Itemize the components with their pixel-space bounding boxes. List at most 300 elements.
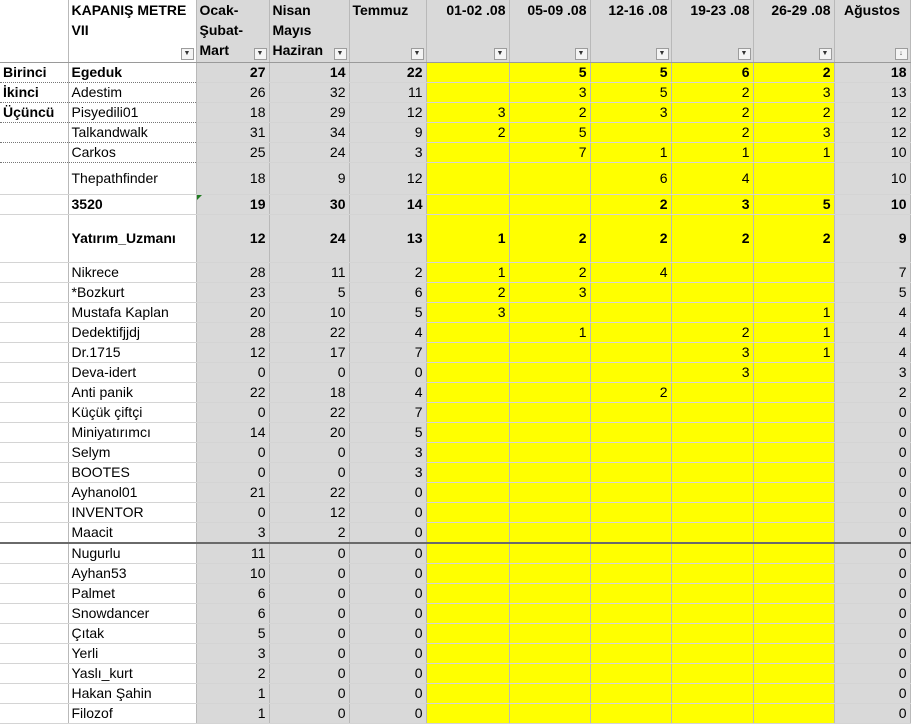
value-cell-col-6[interactable]: 1 [590, 143, 671, 163]
value-cell-col-5[interactable] [509, 343, 590, 363]
value-cell-col-9[interactable]: 13 [834, 83, 910, 103]
value-cell-col-2[interactable]: 0 [269, 564, 349, 584]
value-cell-col-4[interactable] [426, 624, 509, 644]
value-cell-col-4[interactable] [426, 443, 509, 463]
value-cell-col-4[interactable] [426, 363, 509, 383]
value-cell-col-3[interactable]: 12 [349, 103, 426, 123]
player-name-cell[interactable]: Çıtak [68, 624, 196, 644]
value-cell-col-5[interactable]: 2 [509, 103, 590, 123]
value-cell-col-5[interactable] [509, 704, 590, 724]
value-cell-col-3[interactable]: 0 [349, 543, 426, 564]
header-blank-cell[interactable] [0, 0, 68, 63]
value-cell-col-3[interactable]: 22 [349, 63, 426, 83]
value-cell-col-6[interactable] [590, 543, 671, 564]
player-name-cell[interactable]: Deva-idert [68, 363, 196, 383]
rank-cell[interactable]: İkinci [0, 83, 68, 103]
value-cell-col-3[interactable]: 7 [349, 343, 426, 363]
value-cell-col-9[interactable]: 4 [834, 343, 910, 363]
value-cell-col-7[interactable]: 2 [671, 83, 753, 103]
rank-cell[interactable] [0, 123, 68, 143]
value-cell-col-6[interactable] [590, 403, 671, 423]
value-cell-col-1[interactable]: 0 [196, 463, 269, 483]
filter-dropdown-icon[interactable]: ▼ [656, 48, 669, 60]
value-cell-col-9[interactable]: 0 [834, 423, 910, 443]
value-cell-col-2[interactable]: 9 [269, 163, 349, 195]
value-cell-col-3[interactable]: 0 [349, 564, 426, 584]
value-cell-col-4[interactable] [426, 704, 509, 724]
rank-cell[interactable] [0, 664, 68, 684]
value-cell-col-7[interactable] [671, 704, 753, 724]
value-cell-col-5[interactable] [509, 664, 590, 684]
value-cell-col-1[interactable]: 22 [196, 383, 269, 403]
value-cell-col-8[interactable] [753, 584, 834, 604]
value-cell-col-8[interactable]: 5 [753, 195, 834, 215]
value-cell-col-8[interactable]: 1 [753, 143, 834, 163]
value-cell-col-1[interactable]: 12 [196, 215, 269, 263]
value-cell-col-1[interactable]: 26 [196, 83, 269, 103]
player-name-cell[interactable]: Yaslı_kurt [68, 664, 196, 684]
rank-cell[interactable] [0, 543, 68, 564]
value-cell-col-1[interactable]: 25 [196, 143, 269, 163]
value-cell-col-9[interactable]: 0 [834, 503, 910, 523]
value-cell-col-8[interactable]: 2 [753, 103, 834, 123]
value-cell-col-4[interactable] [426, 503, 509, 523]
value-cell-col-3[interactable]: 0 [349, 644, 426, 664]
value-cell-col-6[interactable] [590, 664, 671, 684]
value-cell-col-1[interactable]: 21 [196, 483, 269, 503]
value-cell-col-7[interactable] [671, 684, 753, 704]
value-cell-col-8[interactable] [753, 664, 834, 684]
value-cell-col-4[interactable] [426, 584, 509, 604]
value-cell-col-8[interactable] [753, 564, 834, 584]
value-cell-col-3[interactable]: 0 [349, 664, 426, 684]
rank-cell[interactable]: Üçüncü [0, 103, 68, 123]
value-cell-col-9[interactable]: 0 [834, 463, 910, 483]
value-cell-col-3[interactable]: 6 [349, 283, 426, 303]
value-cell-col-7[interactable] [671, 584, 753, 604]
value-cell-col-9[interactable]: 0 [834, 624, 910, 644]
value-cell-col-1[interactable]: 28 [196, 263, 269, 283]
player-name-cell[interactable]: INVENTOR [68, 503, 196, 523]
value-cell-col-9[interactable]: 3 [834, 363, 910, 383]
value-cell-col-8[interactable] [753, 624, 834, 644]
value-cell-col-7[interactable] [671, 283, 753, 303]
rank-cell[interactable] [0, 163, 68, 195]
rank-cell[interactable] [0, 704, 68, 724]
rank-cell[interactable] [0, 343, 68, 363]
value-cell-col-1[interactable]: 28 [196, 323, 269, 343]
value-cell-col-1[interactable]: 2 [196, 664, 269, 684]
value-cell-col-9[interactable]: 10 [834, 163, 910, 195]
value-cell-col-6[interactable]: 2 [590, 195, 671, 215]
value-cell-col-1[interactable]: 10 [196, 564, 269, 584]
value-cell-col-7[interactable] [671, 624, 753, 644]
value-cell-col-3[interactable]: 0 [349, 604, 426, 624]
header-col-4[interactable] [426, 0, 509, 63]
value-cell-col-2[interactable]: 5 [269, 283, 349, 303]
value-cell-col-3[interactable]: 11 [349, 83, 426, 103]
value-cell-col-7[interactable] [671, 383, 753, 403]
value-cell-col-9[interactable]: 0 [834, 704, 910, 724]
value-cell-col-8[interactable] [753, 263, 834, 283]
player-name-cell[interactable]: Thepathfinder [68, 163, 196, 195]
value-cell-col-9[interactable]: 18 [834, 63, 910, 83]
value-cell-col-1[interactable]: 0 [196, 403, 269, 423]
value-cell-col-9[interactable]: 0 [834, 664, 910, 684]
value-cell-col-4[interactable]: 2 [426, 283, 509, 303]
value-cell-col-3[interactable]: 0 [349, 624, 426, 644]
value-cell-col-8[interactable] [753, 443, 834, 463]
value-cell-col-7[interactable] [671, 443, 753, 463]
player-name-cell[interactable]: Filozof [68, 704, 196, 724]
value-cell-col-5[interactable]: 5 [509, 123, 590, 143]
value-cell-col-6[interactable] [590, 123, 671, 143]
value-cell-col-7[interactable] [671, 644, 753, 664]
value-cell-col-6[interactable] [590, 684, 671, 704]
value-cell-col-3[interactable]: 2 [349, 263, 426, 283]
value-cell-col-5[interactable] [509, 624, 590, 644]
value-cell-col-6[interactable]: 5 [590, 63, 671, 83]
value-cell-col-4[interactable] [426, 383, 509, 403]
value-cell-col-2[interactable]: 0 [269, 543, 349, 564]
player-name-cell[interactable]: Nugurlu [68, 543, 196, 564]
value-cell-col-5[interactable] [509, 584, 590, 604]
value-cell-col-6[interactable] [590, 564, 671, 584]
value-cell-col-7[interactable]: 2 [671, 123, 753, 143]
rank-cell[interactable] [0, 363, 68, 383]
value-cell-col-3[interactable]: 0 [349, 483, 426, 503]
filter-dropdown-icon[interactable]: ▼ [254, 48, 267, 60]
player-name-cell[interactable]: Anti panik [68, 383, 196, 403]
filter-dropdown-icon[interactable]: ▼ [181, 48, 194, 60]
value-cell-col-5[interactable] [509, 403, 590, 423]
value-cell-col-4[interactable] [426, 463, 509, 483]
value-cell-col-3[interactable]: 0 [349, 684, 426, 704]
rank-cell[interactable] [0, 383, 68, 403]
value-cell-col-8[interactable] [753, 704, 834, 724]
value-cell-col-5[interactable] [509, 684, 590, 704]
player-name-cell[interactable]: Selym [68, 443, 196, 463]
value-cell-col-6[interactable] [590, 443, 671, 463]
rank-cell[interactable] [0, 303, 68, 323]
rank-cell[interactable] [0, 624, 68, 644]
value-cell-col-7[interactable] [671, 463, 753, 483]
value-cell-col-2[interactable]: 11 [269, 263, 349, 283]
filter-dropdown-icon[interactable]: ▼ [494, 48, 507, 60]
value-cell-col-5[interactable]: 3 [509, 83, 590, 103]
value-cell-col-7[interactable] [671, 564, 753, 584]
value-cell-col-3[interactable]: 12 [349, 163, 426, 195]
value-cell-col-4[interactable] [426, 604, 509, 624]
value-cell-col-2[interactable]: 24 [269, 215, 349, 263]
value-cell-col-5[interactable] [509, 383, 590, 403]
value-cell-col-6[interactable] [590, 423, 671, 443]
value-cell-col-8[interactable]: 3 [753, 123, 834, 143]
value-cell-col-4[interactable] [426, 543, 509, 564]
value-cell-col-1[interactable]: 14 [196, 423, 269, 443]
value-cell-col-7[interactable] [671, 664, 753, 684]
value-cell-col-7[interactable] [671, 263, 753, 283]
value-cell-col-3[interactable]: 0 [349, 704, 426, 724]
filter-dropdown-icon[interactable]: ▼ [819, 48, 832, 60]
player-name-cell[interactable]: Nikrece [68, 263, 196, 283]
value-cell-col-3[interactable]: 0 [349, 523, 426, 544]
value-cell-col-1[interactable]: 18 [196, 103, 269, 123]
value-cell-col-3[interactable]: 0 [349, 584, 426, 604]
value-cell-col-4[interactable] [426, 143, 509, 163]
value-cell-col-5[interactable] [509, 543, 590, 564]
value-cell-col-6[interactable] [590, 463, 671, 483]
value-cell-col-2[interactable]: 0 [269, 664, 349, 684]
value-cell-col-3[interactable]: 3 [349, 143, 426, 163]
value-cell-col-9[interactable]: 4 [834, 303, 910, 323]
player-name-cell[interactable]: BOOTES [68, 463, 196, 483]
value-cell-col-2[interactable]: 12 [269, 503, 349, 523]
value-cell-col-6[interactable] [590, 363, 671, 383]
player-name-cell[interactable]: Dedektifjjdj [68, 323, 196, 343]
value-cell-col-2[interactable]: 2 [269, 523, 349, 544]
value-cell-col-4[interactable] [426, 83, 509, 103]
value-cell-col-1[interactable]: 12 [196, 343, 269, 363]
value-cell-col-5[interactable]: 3 [509, 283, 590, 303]
rank-cell[interactable] [0, 403, 68, 423]
player-name-cell[interactable]: Maacit [68, 523, 196, 544]
sort-dropdown-icon[interactable]: ↓ [895, 48, 908, 60]
player-name-cell[interactable]: Küçük çiftçi [68, 403, 196, 423]
value-cell-col-4[interactable] [426, 483, 509, 503]
value-cell-col-7[interactable]: 2 [671, 103, 753, 123]
rank-cell[interactable] [0, 483, 68, 503]
value-cell-col-3[interactable]: 5 [349, 423, 426, 443]
player-name-cell[interactable]: Hakan Şahin [68, 684, 196, 704]
value-cell-col-6[interactable] [590, 303, 671, 323]
value-cell-col-8[interactable] [753, 283, 834, 303]
value-cell-col-6[interactable] [590, 644, 671, 664]
rank-cell[interactable] [0, 423, 68, 443]
value-cell-col-8[interactable]: 3 [753, 83, 834, 103]
value-cell-col-4[interactable] [426, 195, 509, 215]
player-name-cell[interactable]: Dr.1715 [68, 343, 196, 363]
value-cell-col-2[interactable]: 10 [269, 303, 349, 323]
value-cell-col-2[interactable]: 18 [269, 383, 349, 403]
value-cell-col-4[interactable]: 3 [426, 303, 509, 323]
value-cell-col-4[interactable] [426, 644, 509, 664]
player-name-cell[interactable]: 3520 [68, 195, 196, 215]
value-cell-col-1[interactable]: 27 [196, 63, 269, 83]
value-cell-col-5[interactable] [509, 363, 590, 383]
player-name-cell[interactable]: Yerli [68, 644, 196, 664]
value-cell-col-8[interactable]: 1 [753, 303, 834, 323]
header-col-1[interactable] [196, 0, 269, 63]
value-cell-col-8[interactable] [753, 383, 834, 403]
value-cell-col-5[interactable] [509, 483, 590, 503]
value-cell-col-2[interactable]: 0 [269, 604, 349, 624]
value-cell-col-6[interactable] [590, 624, 671, 644]
value-cell-col-6[interactable]: 5 [590, 83, 671, 103]
value-cell-col-8[interactable] [753, 644, 834, 664]
value-cell-col-5[interactable] [509, 423, 590, 443]
value-cell-col-4[interactable] [426, 163, 509, 195]
player-name-cell[interactable]: Egeduk [68, 63, 196, 83]
filter-dropdown-icon[interactable]: ▼ [411, 48, 424, 60]
value-cell-col-6[interactable] [590, 523, 671, 544]
value-cell-col-1[interactable]: 5 [196, 624, 269, 644]
value-cell-col-6[interactable]: 2 [590, 383, 671, 403]
value-cell-col-6[interactable] [590, 483, 671, 503]
value-cell-col-4[interactable] [426, 403, 509, 423]
value-cell-col-4[interactable]: 2 [426, 123, 509, 143]
value-cell-col-6[interactable]: 3 [590, 103, 671, 123]
rank-cell[interactable] [0, 215, 68, 263]
value-cell-col-9[interactable]: 5 [834, 283, 910, 303]
value-cell-col-2[interactable]: 32 [269, 83, 349, 103]
value-cell-col-2[interactable]: 20 [269, 423, 349, 443]
header-title-cell[interactable] [68, 0, 196, 63]
value-cell-col-2[interactable]: 29 [269, 103, 349, 123]
rank-cell[interactable] [0, 523, 68, 544]
filter-dropdown-icon[interactable]: ▼ [575, 48, 588, 60]
value-cell-col-9[interactable]: 4 [834, 323, 910, 343]
value-cell-col-8[interactable] [753, 543, 834, 564]
value-cell-col-1[interactable]: 3 [196, 644, 269, 664]
value-cell-col-7[interactable]: 6 [671, 63, 753, 83]
player-name-cell[interactable]: *Bozkurt [68, 283, 196, 303]
header-col-2[interactable] [269, 0, 349, 63]
value-cell-col-1[interactable]: 1 [196, 684, 269, 704]
filter-dropdown-icon[interactable]: ▼ [334, 48, 347, 60]
value-cell-col-3[interactable]: 14 [349, 195, 426, 215]
header-col-7[interactable] [671, 0, 753, 63]
value-cell-col-5[interactable] [509, 564, 590, 584]
value-cell-col-7[interactable]: 1 [671, 143, 753, 163]
rank-cell[interactable] [0, 564, 68, 584]
player-name-cell[interactable]: Mustafa Kaplan [68, 303, 196, 323]
value-cell-col-5[interactable] [509, 463, 590, 483]
value-cell-col-2[interactable]: 0 [269, 584, 349, 604]
value-cell-col-1[interactable]: 6 [196, 584, 269, 604]
value-cell-col-5[interactable]: 1 [509, 323, 590, 343]
rank-cell[interactable] [0, 463, 68, 483]
value-cell-col-2[interactable]: 0 [269, 443, 349, 463]
value-cell-col-3[interactable]: 4 [349, 383, 426, 403]
rank-cell[interactable] [0, 684, 68, 704]
value-cell-col-8[interactable]: 1 [753, 343, 834, 363]
value-cell-col-7[interactable]: 3 [671, 363, 753, 383]
value-cell-col-9[interactable]: 0 [834, 604, 910, 624]
value-cell-col-9[interactable]: 7 [834, 263, 910, 283]
value-cell-col-9[interactable]: 0 [834, 403, 910, 423]
value-cell-col-8[interactable] [753, 163, 834, 195]
value-cell-col-4[interactable] [426, 664, 509, 684]
value-cell-col-9[interactable]: 12 [834, 123, 910, 143]
value-cell-col-3[interactable]: 0 [349, 503, 426, 523]
player-name-cell[interactable]: Carkos [68, 143, 196, 163]
value-cell-col-5[interactable]: 7 [509, 143, 590, 163]
value-cell-col-1[interactable] [196, 195, 269, 215]
filter-dropdown-icon[interactable]: ▼ [738, 48, 751, 60]
value-cell-col-5[interactable] [509, 523, 590, 544]
value-cell-col-7[interactable] [671, 423, 753, 443]
value-cell-col-3[interactable]: 4 [349, 323, 426, 343]
value-cell-col-2[interactable]: 30 [269, 195, 349, 215]
value-cell-col-4[interactable]: 1 [426, 215, 509, 263]
value-cell-col-3[interactable]: 13 [349, 215, 426, 263]
value-cell-col-4[interactable] [426, 564, 509, 584]
header-col-3[interactable] [349, 0, 426, 63]
value-cell-col-1[interactable]: 6 [196, 604, 269, 624]
value-cell-col-3[interactable]: 0 [349, 363, 426, 383]
value-cell-col-8[interactable] [753, 363, 834, 383]
value-cell-col-2[interactable]: 0 [269, 644, 349, 664]
rank-cell[interactable] [0, 644, 68, 664]
value-cell-col-8[interactable] [753, 463, 834, 483]
value-cell-col-2[interactable]: 17 [269, 343, 349, 363]
value-cell-col-2[interactable]: 0 [269, 704, 349, 724]
value-cell-col-5[interactable] [509, 163, 590, 195]
value-cell-col-1[interactable]: 1 [196, 704, 269, 724]
value-cell-col-2[interactable]: 24 [269, 143, 349, 163]
player-name-cell[interactable]: Talkandwalk [68, 123, 196, 143]
player-name-cell[interactable]: Ayhanol01 [68, 483, 196, 503]
value-cell-col-6[interactable]: 4 [590, 263, 671, 283]
value-cell-col-7[interactable] [671, 523, 753, 544]
value-cell-col-9[interactable]: 0 [834, 543, 910, 564]
rank-cell[interactable] [0, 584, 68, 604]
value-cell-col-6[interactable] [590, 584, 671, 604]
value-cell-col-8[interactable] [753, 604, 834, 624]
value-cell-col-9[interactable]: 0 [834, 483, 910, 503]
value-cell-col-6[interactable]: 2 [590, 215, 671, 263]
value-cell-col-5[interactable] [509, 443, 590, 463]
value-cell-col-2[interactable]: 22 [269, 483, 349, 503]
value-cell-col-9[interactable]: 2 [834, 383, 910, 403]
value-cell-col-5[interactable]: 2 [509, 215, 590, 263]
value-cell-col-1[interactable]: 18 [196, 163, 269, 195]
value-cell-col-4[interactable] [426, 63, 509, 83]
rank-cell[interactable] [0, 263, 68, 283]
value-cell-col-6[interactable]: 6 [590, 163, 671, 195]
value-cell-col-4[interactable] [426, 323, 509, 343]
value-cell-col-8[interactable]: 2 [753, 63, 834, 83]
value-cell-col-8[interactable]: 1 [753, 323, 834, 343]
value-cell-col-2[interactable]: 22 [269, 323, 349, 343]
value-cell-col-4[interactable]: 1 [426, 263, 509, 283]
value-cell-col-9[interactable]: 10 [834, 195, 910, 215]
rank-cell[interactable] [0, 443, 68, 463]
value-cell-col-2[interactable]: 0 [269, 463, 349, 483]
value-cell-col-4[interactable] [426, 343, 509, 363]
value-cell-col-8[interactable] [753, 483, 834, 503]
value-cell-col-8[interactable] [753, 423, 834, 443]
value-cell-col-6[interactable] [590, 283, 671, 303]
value-cell-col-9[interactable]: 0 [834, 443, 910, 463]
value-cell-col-3[interactable]: 3 [349, 463, 426, 483]
value-cell-col-1[interactable]: 3 [196, 523, 269, 544]
value-cell-col-7[interactable] [671, 604, 753, 624]
header-col-6[interactable] [590, 0, 671, 63]
value-cell-col-1[interactable]: 20 [196, 303, 269, 323]
value-cell-col-8[interactable] [753, 523, 834, 544]
rank-cell[interactable] [0, 143, 68, 163]
value-cell-col-3[interactable]: 7 [349, 403, 426, 423]
rank-cell[interactable] [0, 283, 68, 303]
value-cell-col-1[interactable]: 0 [196, 363, 269, 383]
value-cell-col-1[interactable]: 0 [196, 503, 269, 523]
value-cell-col-6[interactable] [590, 343, 671, 363]
value-cell-col-9[interactable]: 0 [834, 644, 910, 664]
value-cell-col-6[interactable] [590, 503, 671, 523]
value-cell-col-9[interactable]: 10 [834, 143, 910, 163]
